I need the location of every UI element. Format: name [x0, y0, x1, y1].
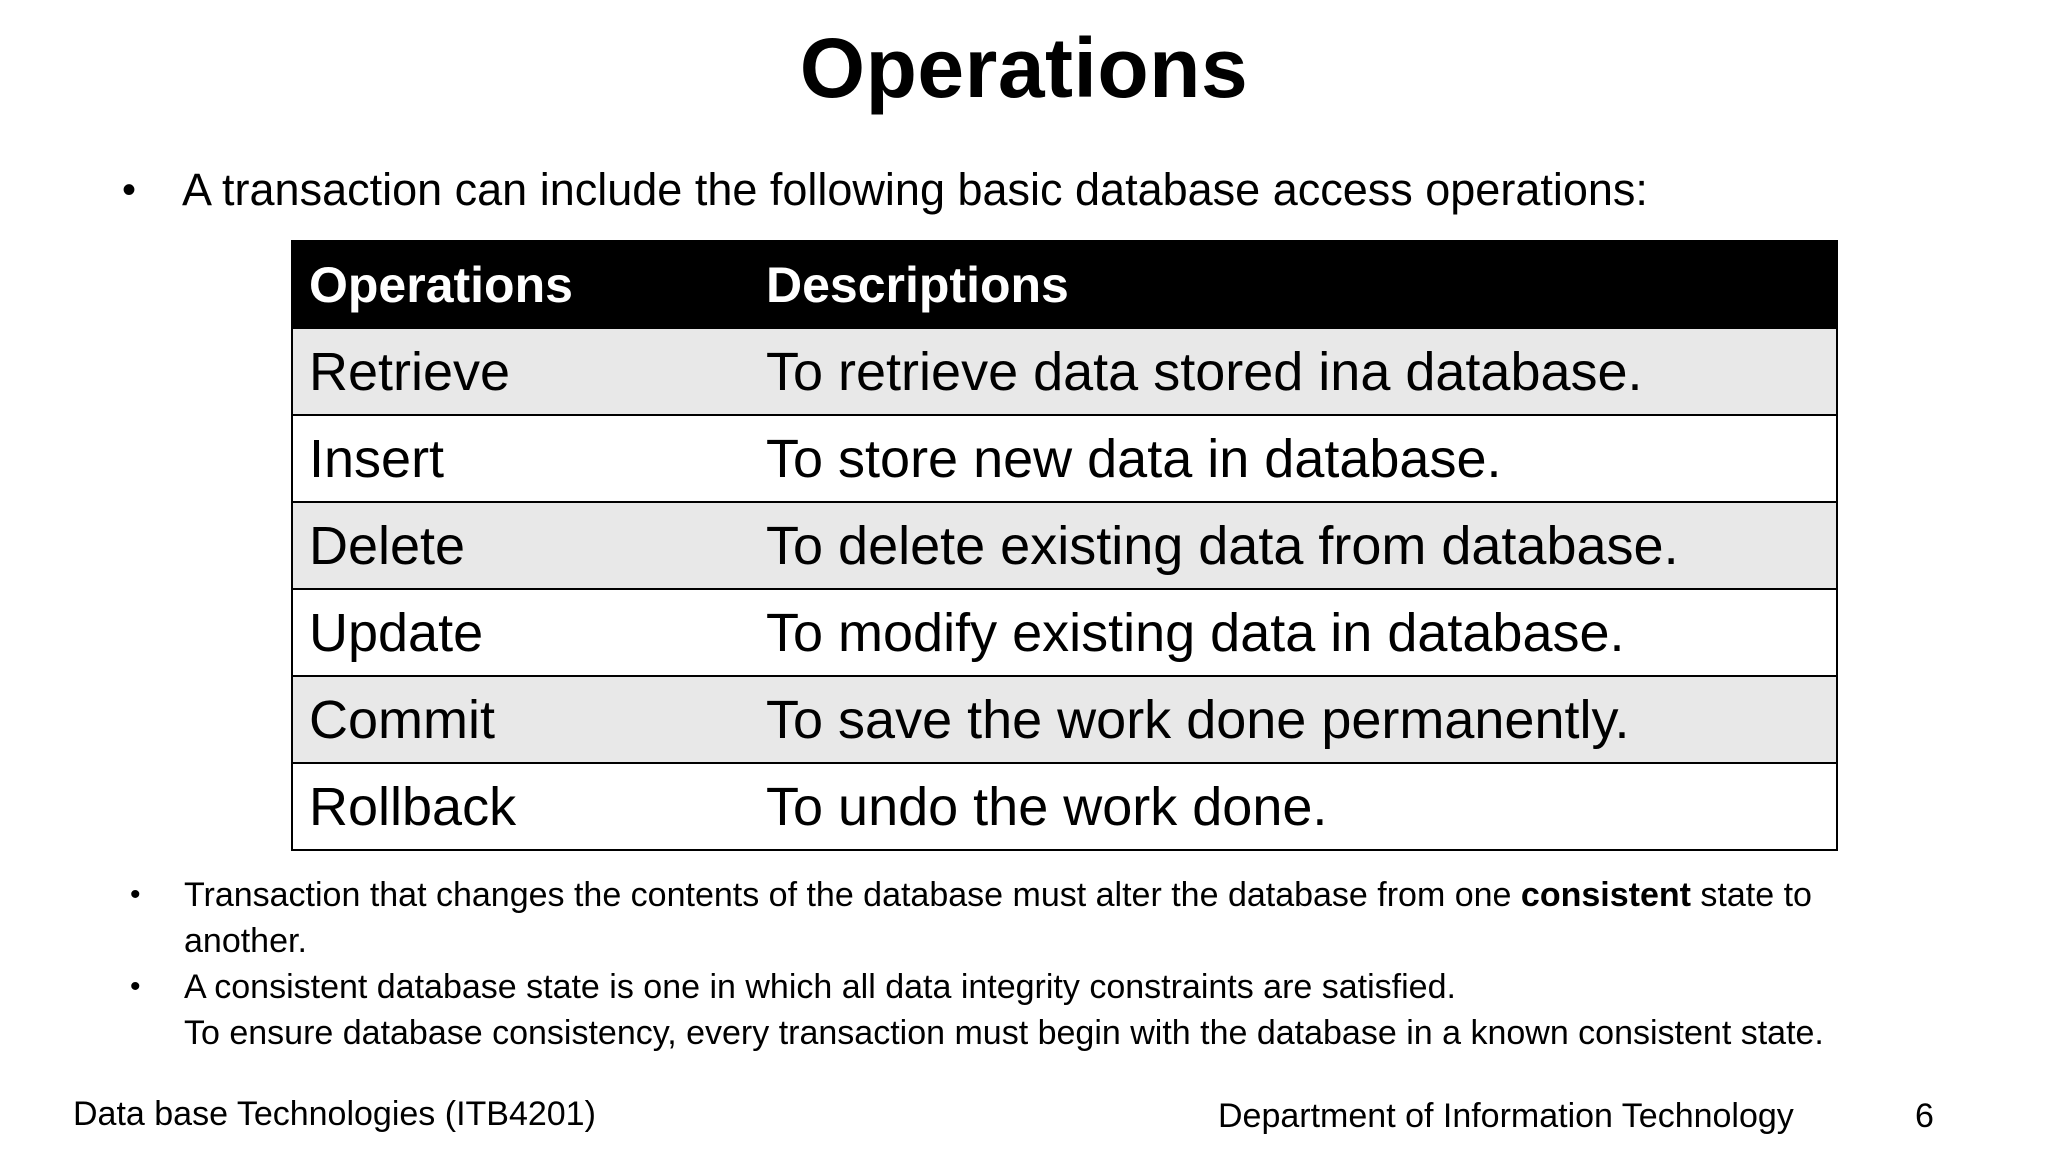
footer-department: Department of Information Technology	[1218, 1097, 1794, 1135]
intro-text: A transaction can include the following basic database access operations:	[182, 164, 1648, 215]
description-cell: To store new data in database.	[750, 415, 1837, 502]
note-emphasis: consistent	[1520, 876, 1691, 914]
table-header-row	[292, 241, 1837, 328]
operation-cell: Rollback	[292, 763, 750, 850]
bullet-icon: •	[122, 168, 137, 212]
bullet-icon: •	[130, 878, 141, 911]
bullet-icon: •	[130, 970, 141, 1003]
table-row	[292, 328, 1837, 415]
note-text: To ensure database consistency, every transaction must begin with the database in a known consistent state.	[184, 1014, 1824, 1052]
page-number: 6	[1915, 1097, 1934, 1135]
notes-list	[122, 872, 1922, 1056]
table-row	[292, 589, 1837, 676]
description-cell: To undo the work done.	[750, 763, 1837, 850]
operation-cell: Delete	[292, 502, 750, 589]
note-item	[122, 964, 1922, 1056]
description-cell: To save the work done permanently.	[750, 676, 1837, 763]
table-row	[292, 676, 1837, 763]
table-row	[292, 502, 1837, 589]
operation-cell: Update	[292, 589, 750, 676]
description-cell: To delete existing data from database.	[750, 502, 1837, 589]
operation-cell: Retrieve	[292, 328, 750, 415]
operation-cell: Commit	[292, 676, 750, 763]
note-text: state to another.	[184, 876, 1812, 960]
header-descriptions: Descriptions	[750, 241, 1837, 328]
operations-table	[291, 240, 1838, 851]
description-cell: To modify existing data in database.	[750, 589, 1837, 676]
note-text: Transaction that changes the contents of the database must alter the database from one	[184, 876, 1521, 914]
intro-bullet	[122, 160, 1648, 220]
footer-course: Data base Technologies (ITB4201)	[73, 1095, 596, 1133]
table-row	[292, 415, 1837, 502]
slide-title: Operations	[799, 21, 1249, 115]
note-item	[122, 872, 1922, 964]
header-operations: Operations	[292, 241, 750, 328]
table-row	[292, 763, 1837, 850]
operation-cell: Insert	[292, 415, 750, 502]
description-cell: To retrieve data stored ina database.	[750, 328, 1837, 415]
note-text: A consistent database state is one in which all data integrity constraints are satisfied.	[184, 968, 1456, 1006]
